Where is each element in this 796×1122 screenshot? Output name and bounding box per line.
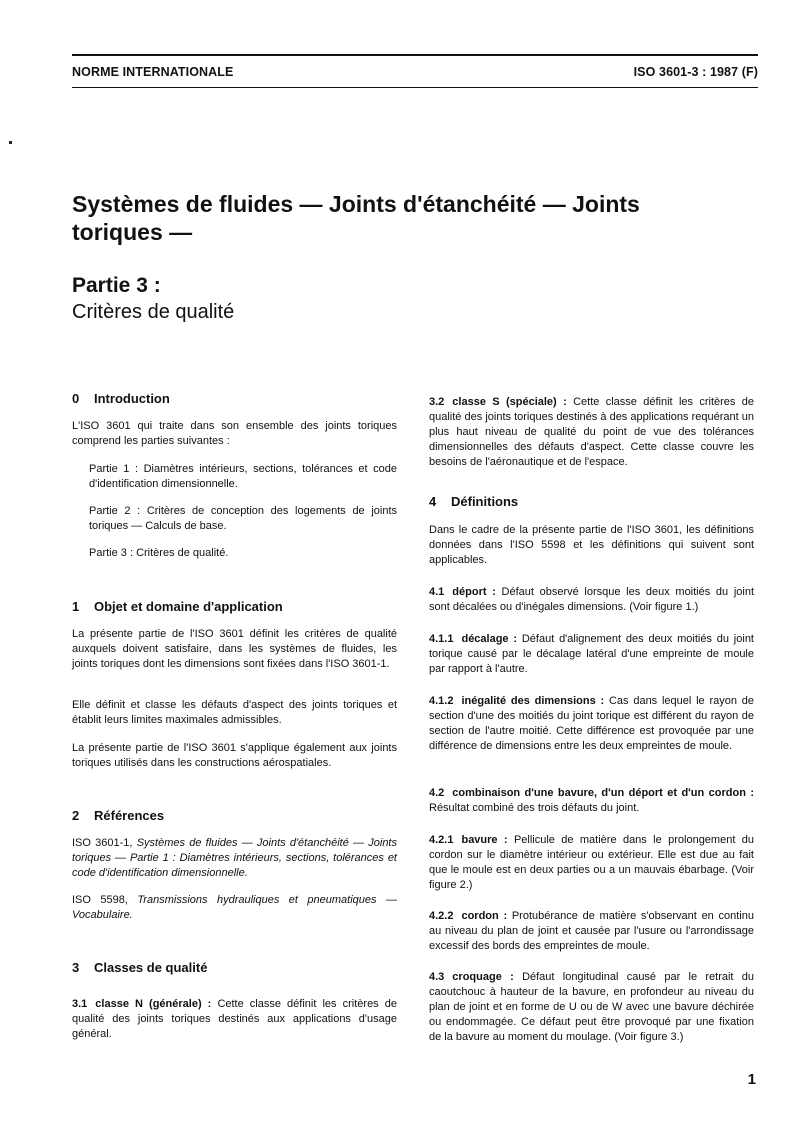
definition-4-3: [429, 970, 754, 1045]
clause-text: Résultat combiné des trois défauts du joint.: [429, 802, 640, 814]
definitions-intro: [429, 523, 754, 568]
clause-number: 3.1: [72, 998, 88, 1010]
section-heading-references: [72, 808, 164, 823]
clause-text: Défaut longitudinal causé par le retrait du caoutchouc à hauteur de la bavure, en profondeur au niveau du plan de joint et en forme de U ou de W avec une bavure déchirée ou endommagée. Ce défaut peut être provoqué par une fixation de la bavure au moment du moulage. (Voir figure 3.): [429, 971, 755, 1043]
class-n-definition: [72, 997, 397, 1042]
section-title: Classes de qualité: [94, 960, 208, 975]
header-rule: [72, 87, 758, 88]
section-title: Introduction: [94, 391, 170, 406]
paragraph: La présente partie de l'ISO 3601 définit les critères de qualité auxquels doivent satisfaire, dans les systèmes de fluides, les joints toriques dont les dimensions sont fixées dans l'ISO 3601-1.: [72, 628, 397, 670]
definition-4-1-2: [429, 694, 754, 754]
class-s-definition: [429, 395, 754, 470]
definition-4-2: [429, 786, 754, 816]
section-heading-scope: [72, 599, 283, 614]
reference-code: ISO 5598,: [72, 894, 128, 906]
intro-list-item-1: [72, 462, 397, 492]
part-subtitle: Critères de qualité: [72, 301, 235, 323]
clause-number: 4.2.2: [429, 910, 454, 922]
clause-number: 4.2.1: [429, 834, 454, 846]
section-number: 1: [72, 599, 80, 614]
list-item: Partie 1 : Diamètres intérieurs, sections, tolérances et code d'identification dimensionnelle.: [89, 463, 397, 490]
section-number: 2: [72, 808, 80, 823]
clause-term: décalage :: [461, 633, 518, 645]
list-item: Partie 3 : Critères de qualité.: [89, 547, 229, 559]
clause-term: inégalité des dimensions :: [461, 695, 605, 707]
paragraph: Dans le cadre de la présente partie de l'ISO 3601, les définitions données dans l'ISO 5598 et les définitions qui suivent sont applicables.: [429, 524, 754, 566]
clause-text: Cette classe définit les critères de qualité des joints toriques destinés à des applications requérant un plus haut niveau de qualité du point de vue des tolérances dimensionnelles des défauts d'aspect. Cette classe couvre les besoins de l'aéronautique et de l'espace.: [429, 396, 755, 468]
title-line-2: toriques —: [72, 219, 193, 245]
clause-number: 4.1: [429, 586, 445, 598]
clause-term: cordon :: [461, 910, 508, 922]
header-standard-type: NORME INTERNATIONALE: [72, 65, 234, 79]
clause-term: classe N (générale) :: [95, 998, 212, 1010]
clause-term: combinaison d'une bavure, d'un déport et d'un cordon :: [452, 787, 754, 799]
clause-number: 4.1.1: [429, 633, 454, 645]
clause-number: 3.2: [429, 396, 445, 408]
document-title: [72, 190, 762, 246]
section-number: 0: [72, 391, 80, 406]
clause-term: déport :: [452, 586, 496, 598]
clause-text: Cas dans lequel le rayon de section d'une des moitiés du joint torique est différent du rayon de section de l'autre moitié. Cette différence est provoquée par une différence de dimensions entre les deux empreintes de moule.: [429, 695, 754, 752]
clause-text: Cette classe définit les critères de qualité des joints toriques destinés aux applications d'usage général.: [72, 998, 397, 1040]
intro-paragraph: [72, 419, 397, 449]
page-number: 1: [747, 1071, 756, 1088]
definition-4-1: [429, 585, 754, 615]
clause-term: classe S (spéciale) :: [452, 396, 567, 408]
intro-list-item-2: [72, 504, 397, 534]
section-title: Définitions: [451, 494, 519, 509]
reference-iso-3601-1: [72, 836, 397, 881]
clause-text: Défaut d'alignement des deux moitiés du joint torique causé par le décalage latéral d'une empreinte de moule par rapport à l'autre.: [429, 633, 754, 675]
clause-number: 4.1.2: [429, 695, 454, 707]
scope-paragraph-3: [72, 741, 397, 771]
intro-list-item-3: [72, 546, 397, 561]
title-line-1: Systèmes de fluides — Joints d'étanchéité — Joints: [72, 191, 640, 217]
margin-dot: [9, 141, 12, 144]
reference-code: ISO 3601-1,: [72, 837, 133, 849]
top-rule: [72, 54, 758, 56]
definition-4-1-1: [429, 632, 754, 677]
list-item: Partie 2 : Critères de conception des logements de joints toriques — Calculs de base.: [89, 505, 397, 532]
scope-paragraph-2: [72, 698, 397, 728]
clause-text: Pellicule de matière dans le prolongement du cordon sur le diamètre intérieur ou extérieur. Elle est due au fait que le moule est en deux parties ou a un mauvais ébarbage. (Voir figure 2.): [429, 834, 754, 891]
definition-4-2-1: [429, 833, 754, 893]
clause-text: Protubérance de matière s'observant en continu au niveau du plan de joint et causée par l'usure ou l'arrondissage excessif des bords des empreintes de moule.: [429, 910, 754, 952]
section-heading-quality-classes: [72, 960, 207, 975]
clause-number: 4.2: [429, 787, 445, 799]
section-title: Objet et domaine d'application: [94, 599, 283, 614]
section-number: 4: [429, 494, 437, 509]
clause-text: Défaut observé lorsque les deux moitiés du joint sont décalées ou d'inégales dimensions. (Voir figure 1.): [429, 586, 754, 613]
section-number: 3: [72, 960, 80, 975]
reference-iso-5598: [72, 893, 397, 923]
part-label: Partie 3 :: [72, 274, 161, 297]
scope-paragraph-1: [72, 627, 397, 672]
section-heading-definitions: [429, 494, 518, 509]
header-document-id: ISO 3601-3 : 1987 (F): [633, 65, 758, 79]
reference-title: Transmissions hydrauliques et pneumatiques — Vocabulaire.: [72, 894, 397, 921]
paragraph: La présente partie de l'ISO 3601 s'applique également aux joints toriques utilisés dans les constructions aérospatiales.: [72, 742, 397, 769]
clause-term: bavure :: [461, 834, 508, 846]
clause-number: 4.3: [429, 971, 445, 983]
section-title: Références: [94, 808, 165, 823]
section-heading-introduction: [72, 391, 170, 406]
paragraph: Elle définit et classe les défauts d'aspect des joints toriques et établit leurs limites maximales admissibles.: [72, 699, 397, 726]
clause-term: croquage :: [452, 971, 514, 983]
paragraph: L'ISO 3601 qui traite dans son ensemble des joints toriques comprend les parties suivantes :: [72, 420, 397, 447]
definition-4-2-2: [429, 909, 754, 954]
reference-title: Systèmes de fluides — Joints d'étanchéité — Joints toriques — Partie 1 : Diamètres intérieurs, sections, tolérances et code d'identification dimensionnelle.: [72, 837, 397, 879]
